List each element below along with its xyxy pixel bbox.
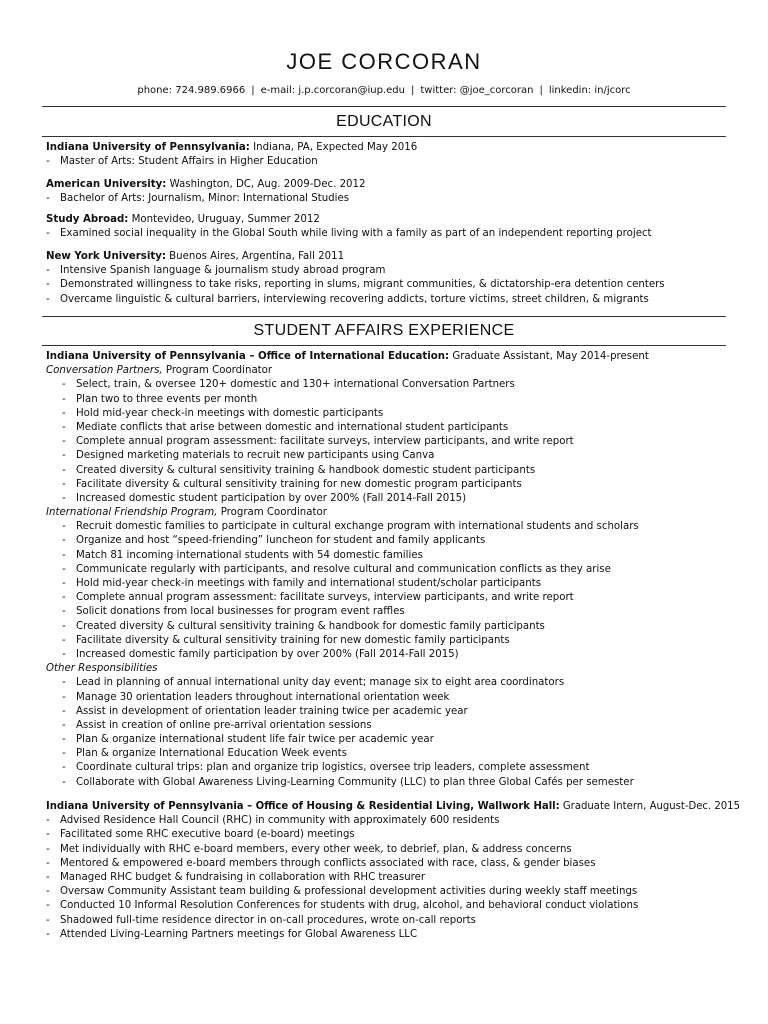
position-role: Graduate Intern, August-Dec. 2015	[562, 801, 741, 812]
contact-separator: |	[539, 85, 543, 96]
contact-linkedin: linkedin: in/jcorc	[548, 85, 631, 96]
list-item: - Hold mid-year check-in meetings with domestic participants	[62, 407, 384, 419]
education-entry	[46, 250, 736, 307]
list-item: - Match 81 incoming international students with 54 domestic families	[62, 549, 423, 561]
contact-email: e-mail: j.p.corcoran@iup.edu	[260, 85, 405, 96]
list-item: - Complete annual program assessment: facilitate surveys, interview participants, and write report	[62, 592, 574, 604]
list-item: - Facilitated some RHC executive board (e-board) meetings	[46, 829, 355, 841]
section-rule	[42, 316, 726, 317]
list-item: - Select, train, & oversee 120+ domestic and 130+ international Conversation Partners	[62, 379, 515, 391]
list-item: - Managed RHC budget & fundraising in collaboration with RHC treasurer	[46, 871, 426, 883]
section-rule	[42, 136, 726, 137]
list-item: - Manage 30 orientation leaders throughout international orientation week	[62, 691, 450, 703]
list-item: - Increased domestic student participation by over 200% (Fall 2014-Fall 2015)	[62, 492, 467, 504]
list-item: - Advised Residence Hall Council (RHC) in community with approximately 600 residents	[46, 815, 500, 827]
list-item: - Complete annual program assessment: facilitate surveys, interview participants, and write report	[62, 436, 574, 448]
list-item: - Overcame linguistic & cultural barriers, interviewing recovering addicts, torture victims, street children, & migrants	[46, 293, 649, 305]
program-role: Program Coordinator	[165, 365, 273, 377]
institution-name: Study Abroad:	[46, 214, 129, 225]
list-item: - Coordinate cultural trips: plan and organize trip logistics, oversee trip leaders, complete assessment	[62, 762, 590, 774]
contact-line	[0, 84, 768, 97]
list-item: - Met individually with RHC e-board members, every other week, to debrief, plan, & address concerns	[46, 843, 572, 855]
list-item: - Demonstrated willingness to take risks, reporting in slums, migrant communities, & dictatorship-era detention centers	[46, 279, 665, 291]
list-item: - Assist in creation of online pre-arrival orientation sessions	[62, 719, 372, 731]
list-item: - Facilitate diversity & cultural sensitivity training for new domestic program participants	[62, 478, 522, 490]
position-role: Graduate Assistant, May 2014-present	[452, 351, 649, 362]
institution-details: Buenos Aires, Argentina, Fall 2011	[169, 251, 345, 262]
list-item: - Assist in development of orientation leader training twice per academic year	[62, 705, 468, 717]
list-item: - Plan two to three events per month	[62, 393, 258, 405]
section-rule	[42, 345, 726, 346]
list-item: - Bachelor of Arts: Journalism, Minor: International Studies	[46, 193, 350, 205]
institution-name: American University:	[46, 179, 167, 190]
applicant-name: JOE CORCORAN	[286, 49, 482, 74]
list-item: - Oversaw Community Assistant team building & professional development activities during weekly staff meetings	[46, 886, 638, 898]
contact-separator: |	[251, 85, 255, 96]
program-name: Conversation Partners,	[46, 365, 163, 377]
list-item: - Attended Living-Learning Partners meetings for Global Awareness LLC	[46, 928, 418, 940]
list-item: - Conducted 10 Informal Resolution Conferences for students with drug, alcohol, and behavioral conduct violations	[46, 900, 639, 912]
program-name: International Friendship Program,	[46, 507, 218, 519]
program-name: Other Responsibilities	[46, 663, 158, 675]
list-item: - Mentored & empowered e-board members through conflicts associated with race, class, & gender biases	[46, 857, 596, 869]
list-item: - Plan & organize International Education Week events	[62, 748, 347, 760]
institution-details: Indiana, PA, Expected May 2016	[253, 142, 418, 153]
housing-position	[46, 800, 741, 942]
list-item: - Designed marketing materials to recruit new participants using Canva	[62, 450, 435, 462]
experience-heading: STUDENT AFFAIRS EXPERIENCE	[253, 322, 515, 339]
contact-separator: |	[410, 85, 415, 96]
section-rule	[42, 106, 726, 107]
oie-position	[46, 350, 736, 790]
list-item: - Master of Arts: Student Affairs in Higher Education	[46, 156, 318, 168]
contact-twitter: twitter: @joe_corcoran	[420, 85, 534, 96]
list-item: - Hold mid-year check-in meetings with family and international student/scholar participants	[62, 578, 542, 589]
list-item: - Examined social inequality in the Global South while living with a family as part of an independent reporting project	[46, 228, 652, 240]
program-role: Program Coordinator	[220, 507, 327, 519]
list-item: - Intensive Spanish language & journalism study abroad program	[46, 265, 386, 277]
education-entry	[46, 178, 736, 206]
list-item: - Increased domestic family participation by over 200% (Fall 2014-Fall 2015)	[62, 648, 459, 660]
list-item: - Created diversity & cultural sensitivity training & handbook domestic student participants	[62, 464, 536, 476]
institution-name: New York University:	[46, 251, 166, 262]
list-item: - Plan & organize international student life fair twice per academic year	[62, 734, 434, 746]
list-item: - Communicate regularly with participants, and resolve cultural and communication conflicts as they arise	[62, 563, 611, 575]
institution-details: Montevideo, Uruguay, Summer 2012	[131, 214, 320, 225]
list-item: - Created diversity & cultural sensitivity training & handbook for domestic family participants	[62, 620, 545, 632]
education-heading: EDUCATION	[336, 113, 432, 130]
institution-name: Indiana University of Pennsylvania:	[46, 142, 250, 153]
list-item: - Solicit donations from local businesses for program event raffles	[62, 606, 405, 618]
list-item: - Lead in planning of annual international unity day event; manage six to eight area coordinators	[62, 677, 565, 689]
list-item: - Recruit domestic families to participate in cultural exchange program with international students and scholars	[62, 521, 639, 533]
contact-phone: phone: 724.989.6966	[137, 85, 246, 96]
list-item: - Organize and host “speed-friending” luncheon for student and family applicants	[62, 535, 486, 547]
employer-name: Indiana University of Pennsylvania – Office of Housing & Residential Living, Wallwork Hall:	[46, 801, 560, 812]
institution-details: Washington, DC, Aug. 2009-Dec. 2012	[169, 179, 366, 190]
list-item: - Facilitate diversity & cultural sensitivity training for new domestic family participants	[62, 634, 510, 646]
education-entry	[46, 213, 736, 241]
list-item: - Mediate conflicts that arise between domestic and international student participants	[62, 421, 509, 433]
list-item: - Shadowed full-time residence director in on-call procedures, wrote on-call reports	[46, 914, 476, 926]
employer-name: Indiana University of Pennsylvania – Office of International Education:	[46, 351, 450, 362]
list-item: - Collaborate with Global Awareness Living-Learning Community (LLC) to plan three Global Cafés per semester	[62, 776, 634, 788]
education-entry	[46, 141, 736, 169]
